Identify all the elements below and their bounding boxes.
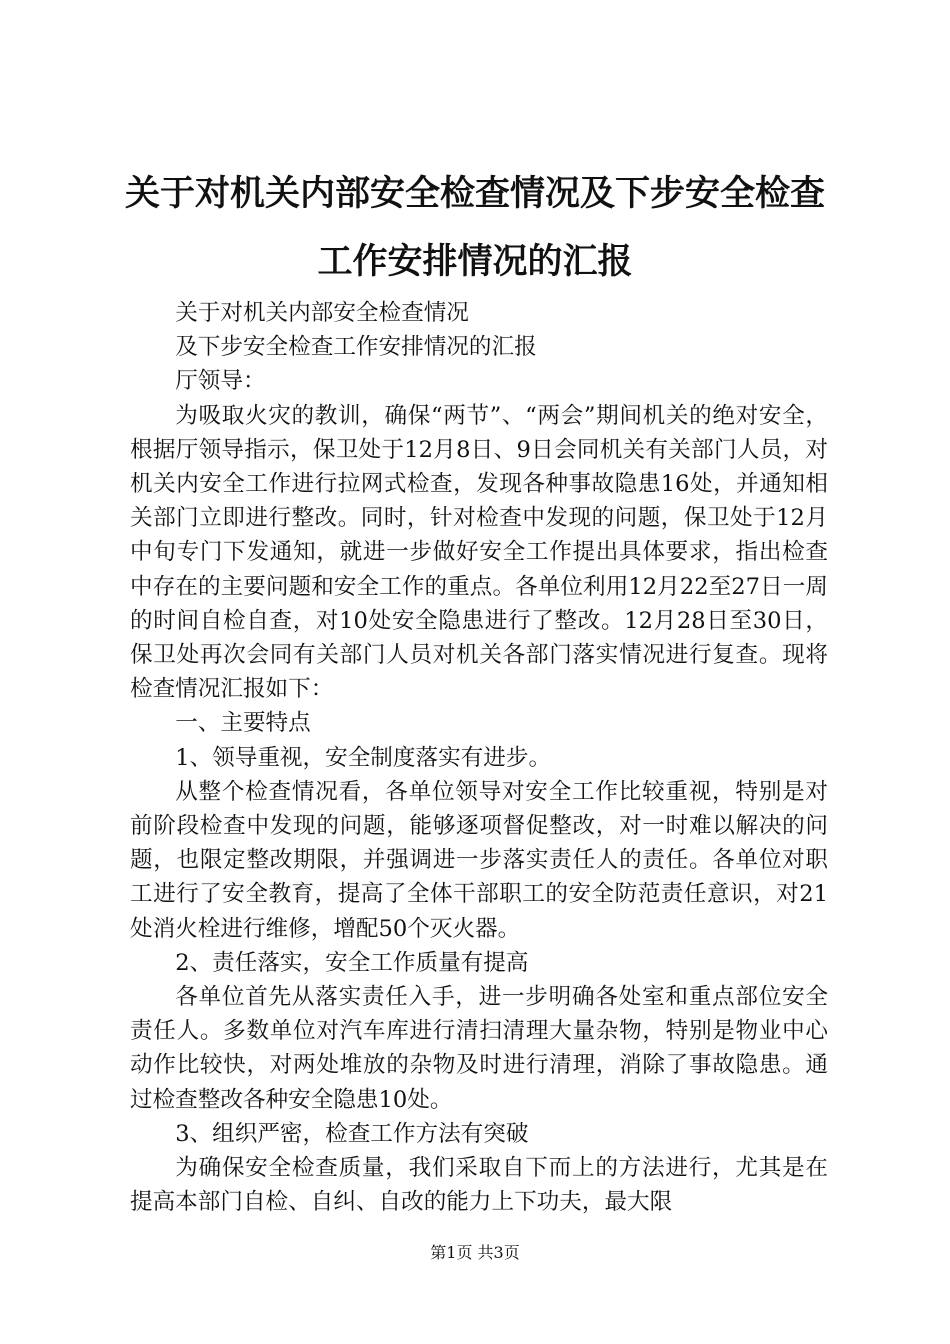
paragraph-1: 从整个检查情况看，各单位领导对安全工作比较重视，特别是对前阶段检查中发现的问题，能够逐项督促整改，对一时难以解决的问题，也限定整改期限，并强调进一步落实责任人的责任。各单位对职工进行了安全教育，提高了全体干部职工的安全防范责任意识，对21处消火栓进行维修，增配50个灭火器。 [130,778,828,942]
salutation: 厅领导： [175,368,266,395]
paragraph-3: 为确保安全检查质量，我们采取自下而上的方法进行，尤其是在提高本部门自检、自纠、自改的能力上下功夫，最大限 [130,1155,828,1216]
subheading-2: 2、责任落实，安全工作质量有提高 [175,949,529,976]
paragraph-2: 各单位首先从落实责任入手，进一步明确各处室和重点部位安全责任人。多数单位对汽车库进行清扫清理大量杂物，特别是物业中心动作比较快，对两处堆放的杂物及时进行清理，消除了事故隐患。通过检查整改各种安全隐患10处。 [130,984,828,1113]
document-title [118,160,832,296]
document-body [130,296,828,1219]
title-line-1: 关于对机关内部安全检查情况及下步安全检查 [124,173,825,214]
intro-paragraph: 为吸取火灾的教训，确保“两节”、“两会”期间机关的绝对安全，根据厅领导指示，保卫处于12月8日、9日会同机关有关部门人员，对机关内安全工作进行拉网式检查，发现各种事故隐患16处，并通知相关部门立即进行整改。同时，针对检查中发现的问题，保卫处于12月中旬专门下发通知，就进一步做好安全工作提出具体要求，指出检查中存在的主要问题和安全工作的重点。各单位利用12月22至27日一周的时间自检自查，对10处安全隐患进行了整改。12月28日至30日，保卫处再次会同有关部门人员对机关各部门落实情况进行复查。现将检查情况汇报如下： [130,402,828,703]
subheading-3: 3、组织严密，检查工作方法有突破 [175,1120,529,1147]
subtitle-line-2: 及下步安全检查工作安排情况的汇报 [175,334,537,361]
subheading-1: 1、领导重视，安全制度落实有进步。 [175,744,552,771]
page-footer: 第1页 共3页 [430,1243,520,1262]
subtitle-line-1: 关于对机关内部安全检查情况 [175,300,469,326]
title-line-2: 工作安排情况的汇报 [317,241,633,282]
section-heading-main-features: 一、主要特点 [175,710,311,737]
